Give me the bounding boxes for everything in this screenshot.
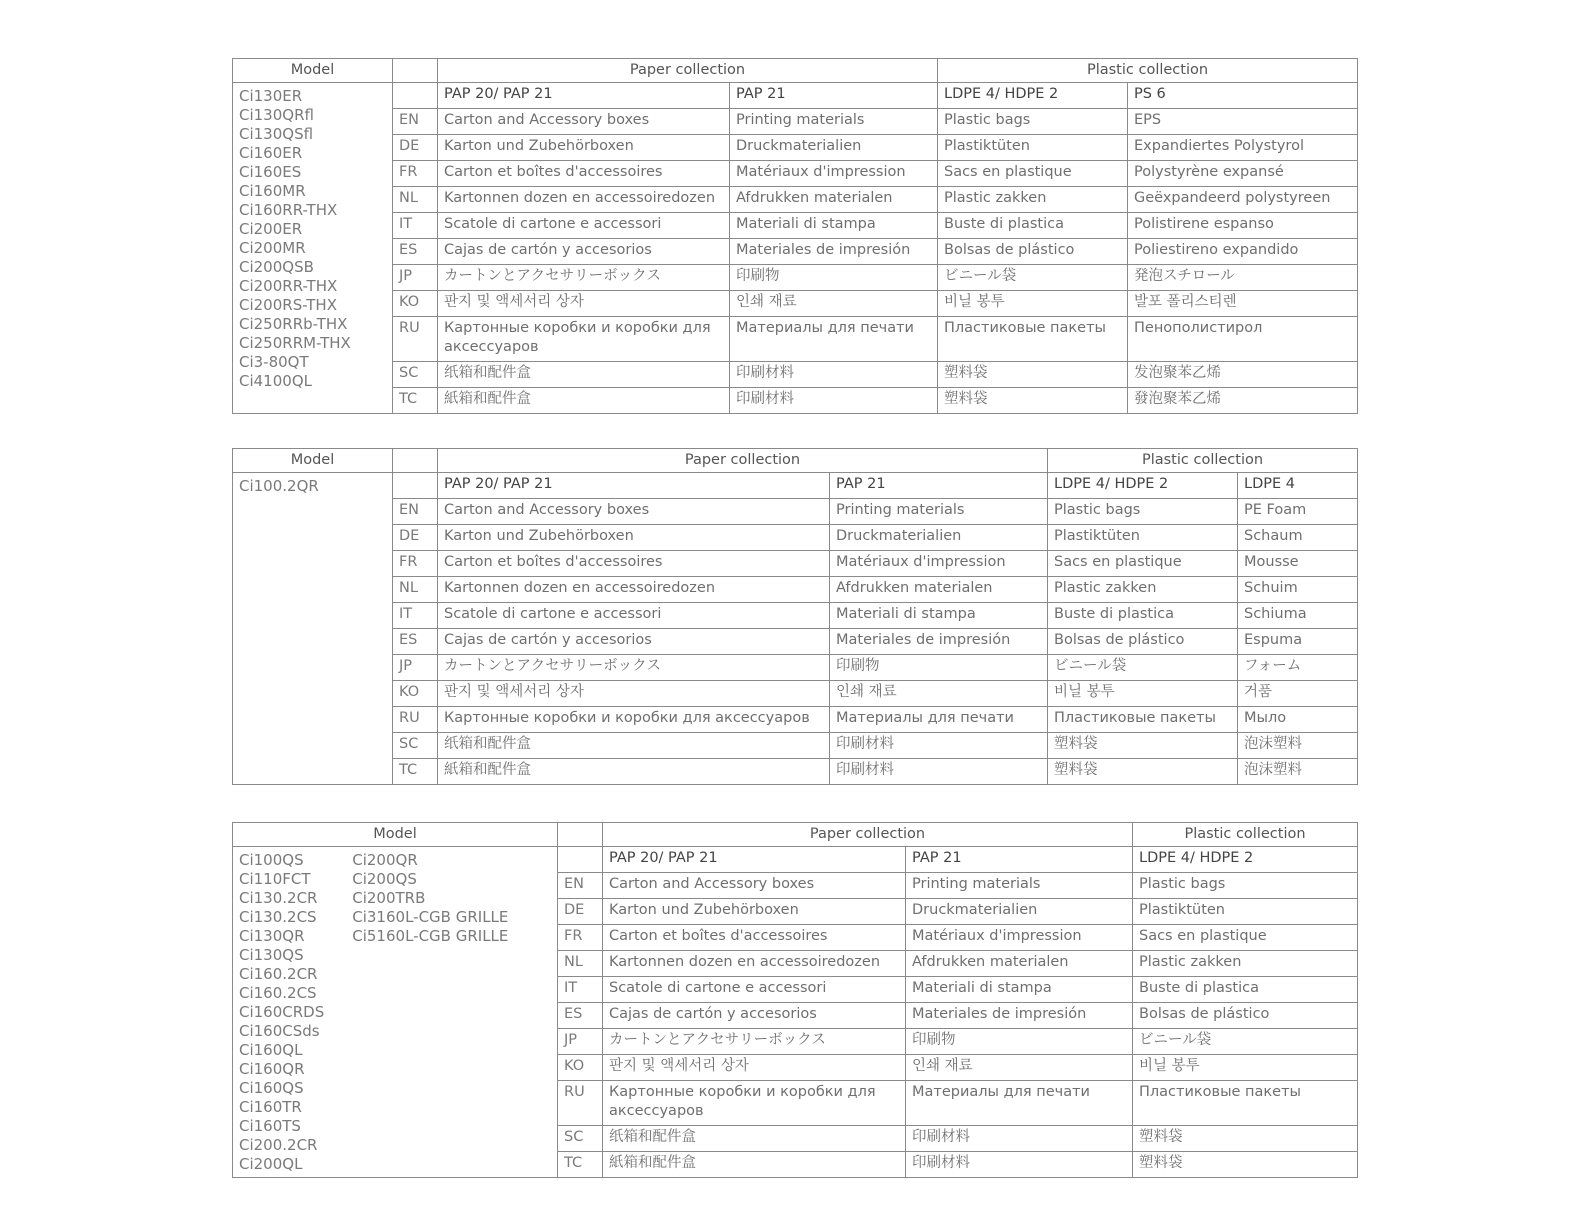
model-item: Ci3160L-CGB GRILLE (352, 908, 509, 926)
cell: EPS (1128, 109, 1358, 135)
model-item: Ci130QR (239, 927, 305, 945)
lang-code: KO (558, 1055, 603, 1081)
cell: Matériaux d'impression (730, 161, 938, 187)
cell: Cajas de cartón y accesorios (438, 239, 730, 265)
lang-code: NL (558, 951, 603, 977)
cell: Druckmaterialien (830, 525, 1048, 551)
plastic-collection-header: Plastic collection (1048, 449, 1358, 473)
cell: 비닐 봉투 (1133, 1055, 1358, 1081)
cell: ビニール袋 (938, 265, 1128, 291)
lang-code: RU (558, 1081, 603, 1126)
cell: Printing materials (830, 499, 1048, 525)
model-item: Ci250RRM-THX (239, 334, 351, 352)
lang-code: NL (393, 577, 438, 603)
lang-code: DE (558, 899, 603, 925)
table-row (233, 362, 1358, 388)
model-column-1 (239, 851, 324, 1174)
cell: Plastic bags (1133, 873, 1358, 899)
cell: 发泡聚苯乙烯 (1128, 362, 1358, 388)
model-header: Model (233, 823, 558, 847)
cell: Carton et boîtes d'accessoires (438, 161, 730, 187)
table-row (233, 291, 1358, 317)
cell: 인쇄 재료 (730, 291, 938, 317)
recycling-table-1 (232, 58, 1358, 414)
cell: Materiales de impresión (730, 239, 938, 265)
cell: 纸箱和配件盒 (603, 1126, 906, 1152)
model-item: Ci200RS-THX (239, 296, 337, 314)
cell: 비닐 봉투 (1048, 681, 1238, 707)
model-list (233, 847, 558, 1178)
cell: Carton et boîtes d'accessoires (438, 551, 830, 577)
lang-code: DE (393, 525, 438, 551)
model-item: Ci200QSB (239, 258, 314, 276)
cell: Bolsas de plástico (1133, 1003, 1358, 1029)
cell: Материалы для печати (906, 1081, 1133, 1126)
lang-code: DE (393, 135, 438, 161)
cell: 塑料袋 (1048, 759, 1238, 785)
cell: 판지 및 액세서리 상자 (438, 291, 730, 317)
lang-code: JP (558, 1029, 603, 1055)
lang-code: EN (393, 499, 438, 525)
lang-code: FR (558, 925, 603, 951)
cell: Plastic bags (1048, 499, 1238, 525)
cell: Plastiktüten (1048, 525, 1238, 551)
cell: Plastic zakken (1133, 951, 1358, 977)
plastic-collection-header: Plastic collection (938, 59, 1358, 83)
lang-code: TC (393, 388, 438, 414)
cell: Buste di plastica (938, 213, 1128, 239)
lang-code: RU (393, 707, 438, 733)
lang-code: FR (393, 161, 438, 187)
model-item: Ci130ER (239, 87, 303, 105)
cell: 거품 (1238, 681, 1358, 707)
cell: Carton and Accessory boxes (603, 873, 906, 899)
cell: Materiales de impresión (830, 629, 1048, 655)
cell: Scatole di cartone e accessori (438, 213, 730, 239)
model-item: Ci200ER (239, 220, 303, 238)
cell: Carton et boîtes d'accessoires (603, 925, 906, 951)
model-item: Ci100.2QR (239, 477, 319, 495)
cell: Картонные коробки и коробки для аксессуаров (438, 707, 830, 733)
cell: 印刷材料 (906, 1126, 1133, 1152)
cell: Cajas de cartón y accesorios (438, 629, 830, 655)
lang-code: SC (558, 1126, 603, 1152)
cell: Bolsas de plástico (938, 239, 1128, 265)
cell: 紙箱和配件盒 (438, 759, 830, 785)
cell: フォーム (1238, 655, 1358, 681)
cell: Geëxpandeerd polystyreen (1128, 187, 1358, 213)
table-row (233, 525, 1358, 551)
model-item: Ci160QR (239, 1060, 305, 1078)
table-row (233, 388, 1358, 414)
cell: Картонные коробки и коробки для аксессуаров (603, 1081, 906, 1126)
cell: Scatole di cartone e accessori (438, 603, 830, 629)
lang-header-empty (393, 59, 438, 83)
cell: Afdrukken materialen (730, 187, 938, 213)
model-item: Ci200RR-THX (239, 277, 338, 295)
cell: 인쇄 재료 (906, 1055, 1133, 1081)
table-row (233, 551, 1358, 577)
cell: 紙箱和配件盒 (438, 388, 730, 414)
cell: Carton and Accessory boxes (438, 109, 730, 135)
plastic-collection-header: Plastic collection (1133, 823, 1358, 847)
cell: 印刷材料 (830, 733, 1048, 759)
subheader-pap20: PAP 20/ PAP 21 (438, 473, 830, 499)
cell: Buste di plastica (1048, 603, 1238, 629)
cell: 発泡スチロール (1128, 265, 1358, 291)
cell: ビニール袋 (1048, 655, 1238, 681)
cell: Plastic zakken (1048, 577, 1238, 603)
table-row (233, 317, 1358, 362)
cell: 紙箱和配件盒 (603, 1152, 906, 1178)
cell: 印刷材料 (730, 388, 938, 414)
cell: Mousse (1238, 551, 1358, 577)
subheader-ldpe-hdpe: LDPE 4/ HDPE 2 (1048, 473, 1238, 499)
cell: Expandiertes Polystyrol (1128, 135, 1358, 161)
cell: Afdrukken materialen (830, 577, 1048, 603)
model-item: Ci5160L-CGB GRILLE (352, 927, 509, 945)
lang-code: ES (558, 1003, 603, 1029)
model-item: Ci160QS (239, 1079, 304, 1097)
cell: Polystyrène expansé (1128, 161, 1358, 187)
cell: Kartonnen dozen en accessoiredozen (438, 187, 730, 213)
model-item: Ci130QSfl (239, 125, 314, 143)
cell: Karton und Zubehörboxen (438, 525, 830, 551)
cell: Материалы для печати (830, 707, 1048, 733)
model-item: Ci160RR-THX (239, 201, 338, 219)
lang-code: NL (393, 187, 438, 213)
cell: Afdrukken materialen (906, 951, 1133, 977)
lang-code: ES (393, 239, 438, 265)
cell: Sacs en plastique (1133, 925, 1358, 951)
cell: Buste di plastica (1133, 977, 1358, 1003)
subheader-pap20: PAP 20/ PAP 21 (438, 83, 730, 109)
cell: 發泡聚苯乙烯 (1128, 388, 1358, 414)
cell: Materiali di stampa (730, 213, 938, 239)
cell: Carton and Accessory boxes (438, 499, 830, 525)
cell: 泡沫塑料 (1238, 759, 1358, 785)
model-item: Ci160TR (239, 1098, 302, 1116)
cell: 印刷材料 (906, 1152, 1133, 1178)
model-item: Ci130.2CR (239, 889, 318, 907)
cell: Plastic bags (938, 109, 1128, 135)
lang-code: EN (393, 109, 438, 135)
cell: 비닐 봉투 (938, 291, 1128, 317)
cell: Материалы для печати (730, 317, 938, 362)
cell: Пенополистирол (1128, 317, 1358, 362)
cell: 판지 및 액세서리 상자 (438, 681, 830, 707)
model-item: Ci160.2CS (239, 984, 317, 1002)
table-row (233, 733, 1358, 759)
subheader-ldpe4: LDPE 4 (1238, 473, 1358, 499)
table-row (233, 499, 1358, 525)
cell: 塑料袋 (938, 388, 1128, 414)
cell: Kartonnen dozen en accessoiredozen (438, 577, 830, 603)
cell: Polistirene espanso (1128, 213, 1358, 239)
model-item: Ci200TRB (352, 889, 426, 907)
lang-code: IT (393, 213, 438, 239)
cell: 印刷物 (906, 1029, 1133, 1055)
cell: Printing materials (906, 873, 1133, 899)
cell: Cajas de cartón y accesorios (603, 1003, 906, 1029)
model-list (233, 83, 393, 414)
cell: Мыло (1238, 707, 1358, 733)
cell: 印刷材料 (730, 362, 938, 388)
model-item: Ci100QS (239, 851, 304, 869)
model-item: Ci160.2CR (239, 965, 318, 983)
cell: Plastiktüten (1133, 899, 1358, 925)
model-item: Ci200.2CR (239, 1136, 318, 1154)
subheader-pap21: PAP 21 (906, 847, 1133, 873)
model-item: Ci200QR (352, 851, 418, 869)
cell: 판지 및 액세서리 상자 (603, 1055, 906, 1081)
model-item: Ci160CRDS (239, 1003, 325, 1021)
cell: Matériaux d'impression (906, 925, 1133, 951)
model-item: Ci160MR (239, 182, 306, 200)
table-row (233, 603, 1358, 629)
cell: Matériaux d'impression (830, 551, 1048, 577)
lang-code: TC (558, 1152, 603, 1178)
model-item: Ci160ES (239, 163, 302, 181)
model-column-2 (352, 851, 508, 1174)
paper-collection-header: Paper collection (438, 59, 938, 83)
model-item: Ci130QS (239, 946, 304, 964)
cell: Druckmaterialien (906, 899, 1133, 925)
cell: Karton und Zubehörboxen (438, 135, 730, 161)
lang-code: EN (558, 873, 603, 899)
subheader-pap20: PAP 20/ PAP 21 (603, 847, 906, 873)
cell: 인쇄 재료 (830, 681, 1048, 707)
subheader-ldpe-hdpe: LDPE 4/ HDPE 2 (1133, 847, 1358, 873)
table-row (233, 629, 1358, 655)
lang-header-empty (393, 449, 438, 473)
lang-code: RU (393, 317, 438, 362)
table-row (233, 655, 1358, 681)
cell: 塑料袋 (1048, 733, 1238, 759)
cell: 塑料袋 (1133, 1152, 1358, 1178)
subheader-pap21: PAP 21 (830, 473, 1048, 499)
table-row (233, 681, 1358, 707)
subheader-pap21: PAP 21 (730, 83, 938, 109)
cell: Bolsas de plástico (1048, 629, 1238, 655)
cell: Schiuma (1238, 603, 1358, 629)
cell: Scatole di cartone e accessori (603, 977, 906, 1003)
table-row (233, 707, 1358, 733)
cell: Schaum (1238, 525, 1358, 551)
subheader-ldpe-hdpe: LDPE 4/ HDPE 2 (938, 83, 1128, 109)
model-item: Ci130.2CS (239, 908, 317, 926)
table-row (233, 161, 1358, 187)
model-item: Ci110FCT (239, 870, 311, 888)
recycling-table-3 (232, 822, 1358, 1178)
cell: Materiali di stampa (906, 977, 1133, 1003)
lang-code: IT (558, 977, 603, 1003)
model-header: Model (233, 59, 393, 83)
cell: Plastic zakken (938, 187, 1128, 213)
cell: Materiales de impresión (906, 1003, 1133, 1029)
lang-code: TC (393, 759, 438, 785)
cell: Espuma (1238, 629, 1358, 655)
lang-code: IT (393, 603, 438, 629)
model-list (233, 473, 393, 785)
model-item: Ci160ER (239, 144, 303, 162)
table-row (233, 759, 1358, 785)
cell: 印刷物 (730, 265, 938, 291)
model-item: Ci4100QL (239, 372, 312, 390)
model-header: Model (233, 449, 393, 473)
lang-code: KO (393, 291, 438, 317)
model-item: Ci200QL (239, 1155, 303, 1173)
model-item: Ci160CSds (239, 1022, 320, 1040)
cell: Пластиковые пакеты (1048, 707, 1238, 733)
model-item: Ci250RRb-THX (239, 315, 348, 333)
lang-code: ES (393, 629, 438, 655)
lang-code: JP (393, 265, 438, 291)
model-item: Ci160QL (239, 1041, 303, 1059)
cell: Plastiktüten (938, 135, 1128, 161)
table-row (233, 239, 1358, 265)
lang-code-empty (558, 847, 603, 873)
cell: 纸箱和配件盒 (438, 733, 830, 759)
model-item: Ci130QRfl (239, 106, 314, 124)
cell: Пластиковые пакеты (1133, 1081, 1358, 1126)
cell: 泡沫塑料 (1238, 733, 1358, 759)
cell: 발포 폴리스티렌 (1128, 291, 1358, 317)
table-row (233, 213, 1358, 239)
table-row (233, 187, 1358, 213)
cell: PE Foam (1238, 499, 1358, 525)
recycling-table-2 (232, 448, 1358, 785)
lang-code-empty (393, 473, 438, 499)
cell: Poliestireno expandido (1128, 239, 1358, 265)
subheader-ps6: PS 6 (1128, 83, 1358, 109)
lang-code: KO (393, 681, 438, 707)
cell: カートンとアクセサリーボックス (603, 1029, 906, 1055)
lang-code: JP (393, 655, 438, 681)
model-item: Ci3-80QT (239, 353, 309, 371)
cell: カートンとアクセサリーボックス (438, 265, 730, 291)
cell: Картонные коробки и коробки для аксессуаров (438, 317, 730, 362)
cell: 纸箱和配件盒 (438, 362, 730, 388)
cell: カートンとアクセサリーボックス (438, 655, 830, 681)
cell: 印刷物 (830, 655, 1048, 681)
paper-collection-header: Paper collection (603, 823, 1133, 847)
lang-code: SC (393, 733, 438, 759)
model-item: Ci200QS (352, 870, 417, 888)
lang-code: SC (393, 362, 438, 388)
cell: Karton und Zubehörboxen (603, 899, 906, 925)
cell: ビニール袋 (1133, 1029, 1358, 1055)
paper-collection-header: Paper collection (438, 449, 1048, 473)
model-item: Ci160TS (239, 1117, 301, 1135)
cell: Kartonnen dozen en accessoiredozen (603, 951, 906, 977)
table-row (233, 265, 1358, 291)
table-row (233, 577, 1358, 603)
cell: Schuim (1238, 577, 1358, 603)
cell: Printing materials (730, 109, 938, 135)
lang-code: FR (393, 551, 438, 577)
lang-header-empty (558, 823, 603, 847)
cell: 印刷材料 (830, 759, 1048, 785)
cell: Druckmaterialien (730, 135, 938, 161)
table-row (233, 109, 1358, 135)
cell: 塑料袋 (938, 362, 1128, 388)
model-item: Ci200MR (239, 239, 306, 257)
table-row (233, 135, 1358, 161)
cell: Materiali di stampa (830, 603, 1048, 629)
cell: Пластиковые пакеты (938, 317, 1128, 362)
cell: Sacs en plastique (1048, 551, 1238, 577)
lang-code-empty (393, 83, 438, 109)
cell: 塑料袋 (1133, 1126, 1358, 1152)
cell: Sacs en plastique (938, 161, 1128, 187)
